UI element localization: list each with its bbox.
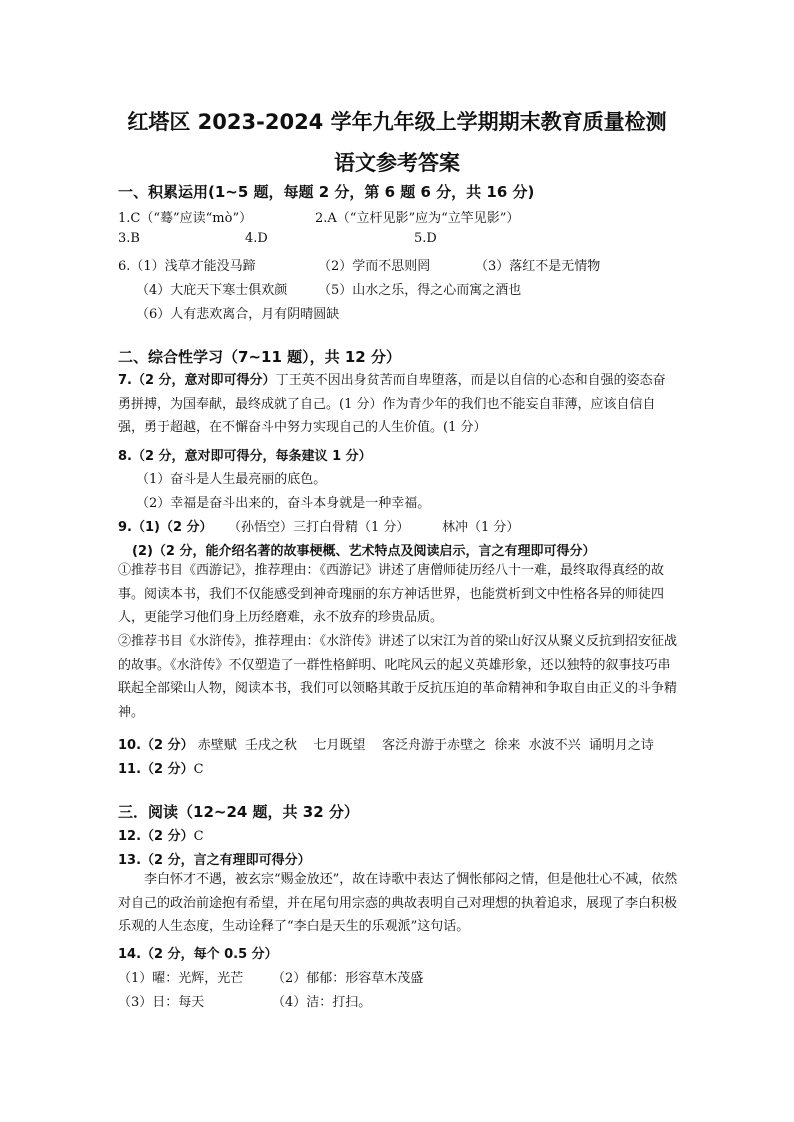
answer-10-label: 10.（2 分）: [118, 738, 194, 753]
answer-3: 3.B: [118, 231, 140, 246]
answer-6-5: （5）山水之乐，得之心而寓之酒也: [318, 283, 522, 298]
answer-9-2-label: (2)（2 分，能介绍名著的故事梗概、艺术特点及阅读启示，言之有理即可得分）: [132, 544, 596, 559]
answer-9-2-option-1: ①推荐书目《西游记》，推荐理由：《西游记》讲述了唐僧师徒历经八十一难，最终取得真经的故事。阅读本书，我们不仅能感受到神奇瑰丽的东方神话世界，也能赏析到文中性格各异的师徒四人，更能学习他们身上历经磨难，永不放弃的珍贵品质。: [118, 563, 665, 625]
answer-10-text: 赤壁赋 壬戌之秋 七月既望 客泛舟游于赤壁之 徐来 水波不兴 诵明月之诗: [197, 738, 654, 753]
answer-8-label: 8.（2 分，意对即可得分，每条建议 1 分）: [118, 449, 372, 464]
answer-14-2: （2）郁郁：形容草木茂盛: [272, 971, 424, 986]
answer-7-text: 丁王英不因出身贫苦而自卑堕落，而是以自信的心态和自强的姿态奋勇拼搏，为国奉献，最终成就了自己。(1 分）作为青少年的我们也不能妄自菲薄，应该自信自强，勇于超越，在不懈奋斗中努力实现自己的人生价值。(1 分）: [118, 373, 666, 435]
answer-6-6: （6）人有悲欢离合，月有阴晴圆缺: [136, 307, 340, 322]
answer-11-label: 11.（2 分）: [118, 762, 194, 777]
answer-9-label: 9.（1)（2 分）: [118, 520, 213, 535]
answer-14-1: （1）曜：光辉，光芒: [118, 971, 244, 986]
section-1-heading: 一、积累运用(1~5 题，每题 2 分，第 6 题 6 分，共 16 分): [118, 183, 535, 201]
answer-14-4: （4）洁：打扫。: [272, 995, 372, 1010]
answer-2: 2.A（“立杆见影”应为“立竿见影”）: [315, 211, 520, 226]
answer-13-text: 李白怀才不遇，被玄宗“赐金放还”，故在诗歌中表达了惆怅郁闷之情，但是他壮心不减，依然对自己的政治前途抱有希望，并在尾句用宗悫的典故表明自己对理想的执着追求，展现了李白积极乐观的人生态度，生动诠释了“李白是天生的乐观派”这句话。: [118, 872, 678, 934]
answer-12: [118, 825, 204, 844]
answer-9-2-option-2: ②推荐书目《水浒传》，推荐理由：《水浒传》讲述了以宋江为首的梁山好汉从聚义反抗到招安征战的故事。《水浒传》不仅塑造了一群性格鲜明、叱咤风云的起义英雄形象，还以独特的叙事技巧串联起全部梁山人物，阅读本书，我们可以领略其敢于反抗压迫的革命精神和争取自由正义的斗争精神。: [118, 634, 678, 720]
answer-12-text: C: [193, 829, 204, 844]
answer-7-label: 7.（2 分，意对即可得分）: [118, 373, 276, 388]
answer-6-4: （4）大庇天下寒士俱欢颜: [136, 283, 288, 298]
answer-6-2: （2）学而不思则罔: [318, 259, 431, 274]
answer-11-text: C: [193, 762, 204, 777]
section-3-heading: 三．阅读（12~24 题，共 32 分）: [118, 803, 359, 821]
document-title: 红塔区 2023-2024 学年九年级上学期期末教育质量检测: [127, 110, 667, 134]
answer-8-1: （1）奋斗是人生最亮丽的底色。: [136, 472, 327, 487]
answer-12-label: 12.（2 分）: [118, 829, 194, 844]
answer-4: 4.D: [245, 231, 268, 246]
answer-9-1a: （孙悟空）三打白骨精（1 分）: [228, 520, 410, 535]
section-2-heading: 二、综合性学习（7~11 题），共 12 分）: [118, 348, 401, 366]
answer-13-label: 13.（2 分，言之有理即可得分）: [118, 853, 311, 868]
answer-14-label: 14.（2 分，每个 0.5 分）: [118, 947, 278, 962]
answer-11: [118, 758, 204, 777]
answer-1: 1.C（“蓦”应读“mò”）: [118, 211, 253, 226]
answer-10: [118, 734, 654, 753]
answer-5: 5.D: [414, 231, 437, 246]
document-subtitle: 语文参考答案: [334, 151, 460, 175]
answer-6-3: （3）落红不是无情物: [475, 259, 601, 274]
answer-8-2: （2）幸福是奋斗出来的，奋斗本身就是一种幸福。: [136, 496, 431, 511]
answer-7: [118, 369, 678, 440]
answer-14-3: （3）日：每天: [118, 995, 205, 1010]
answer-6-1: 6.（1）浅草才能没马蹄: [118, 259, 256, 274]
answer-9-1b: 林冲（1 分）: [442, 520, 520, 535]
